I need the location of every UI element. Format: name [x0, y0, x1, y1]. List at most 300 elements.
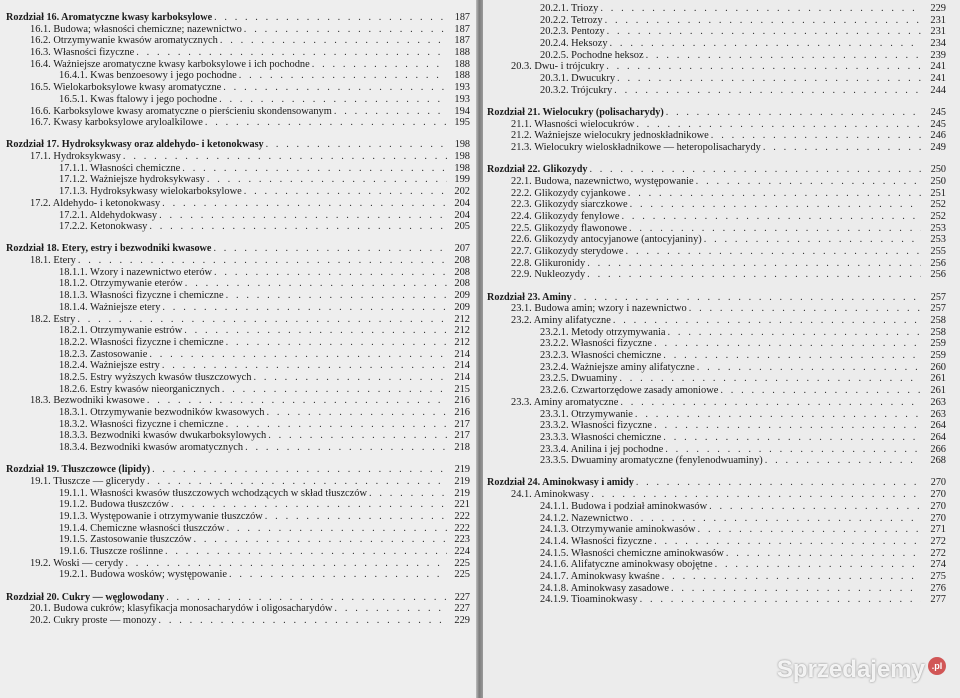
toc-page-number: 263	[930, 396, 946, 408]
toc-entry-title: Rozdział 20. Cukry — węglowodany	[6, 591, 165, 603]
toc-entry	[487, 315, 946, 327]
toc-page-number: 245	[930, 107, 946, 118]
dot-leader	[696, 176, 921, 188]
toc-entry	[487, 176, 946, 188]
toc-entry	[6, 407, 470, 419]
toc-entry-title: 16.2. Otrzymywanie kwasów aromatycznych	[30, 35, 218, 47]
dot-leader	[226, 337, 447, 349]
toc-entry-title: 20.3.1. Dwucukry	[540, 73, 616, 85]
toc-entry	[487, 373, 946, 385]
toc-page-number: 244	[930, 84, 946, 96]
toc-entry-title: 16.5. Wielokarboksylowe kwasy aromatyczne	[30, 82, 222, 94]
toc-chapter-entry	[487, 164, 946, 176]
toc-entry-title: Rozdział 24. Aminokwasy i amidy	[487, 477, 634, 489]
dot-leader	[630, 513, 921, 525]
toc-page-number: 252	[930, 211, 946, 222]
toc-entry	[487, 327, 946, 339]
dot-leader	[646, 50, 921, 62]
toc-page-number: 216	[454, 407, 470, 418]
toc-page-number: 256	[930, 269, 946, 281]
toc-entry	[6, 499, 470, 511]
toc-entry	[487, 548, 946, 560]
toc-page-number: 194	[454, 105, 470, 117]
toc-entry	[6, 163, 470, 175]
toc-entry-title: 23.3.1. Otrzymywanie	[540, 408, 633, 420]
dot-leader	[265, 511, 447, 523]
toc-page-number: 225	[454, 557, 470, 569]
toc-entry	[6, 569, 470, 581]
toc-page-number: 268	[930, 455, 946, 467]
toc-page-number: 257	[930, 291, 946, 303]
toc-entry	[6, 442, 470, 454]
toc-entry-title: 18.2.4. Ważniejsze estry	[59, 360, 160, 372]
toc-entry	[487, 444, 946, 456]
toc-entry	[487, 594, 946, 606]
toc-entry-title: 19.1.1. Własności kwasów tłuszczowych wchodzących w skład tłuszczów	[59, 487, 367, 499]
toc-entry-title: 16.1. Budowa; własności chemiczne; nazewnictwo	[30, 23, 242, 35]
dot-leader	[219, 94, 447, 106]
watermark-domain-badge: .pl	[928, 657, 946, 675]
toc-page-number: 276	[930, 582, 946, 594]
toc-page-number: 253	[930, 234, 946, 246]
toc-entry-title: 21.2. Ważniejsze wielocukry jednoskładnikowe	[511, 130, 709, 142]
toc-entry-title: 18.1.2. Otrzymywanie eterów	[59, 278, 183, 290]
dot-leader	[159, 210, 447, 222]
dot-leader	[266, 407, 447, 419]
toc-entry-title: 16.6. Karboksylowe kwasy aromatyczne o pierścieniu skondensowanym	[30, 105, 332, 117]
toc-entry	[487, 199, 946, 211]
dot-leader	[613, 315, 921, 327]
toc-page-number: 251	[930, 187, 946, 199]
toc-entry	[487, 409, 946, 421]
toc-entry	[6, 488, 470, 500]
toc-entry-title: 23.2.4. Ważniejsze aminy alifatyczne	[540, 361, 695, 373]
toc-page-number: 270	[930, 512, 946, 524]
dot-leader	[184, 325, 447, 337]
toc-entry-title: 21.3. Wielocukry wieloskładnikowe — heteropolisacharydy	[511, 142, 761, 154]
toc-page-number: 275	[930, 570, 946, 582]
dot-leader	[715, 559, 921, 571]
toc-entry-title: 19.2. Woski — cerydy	[30, 557, 124, 569]
dot-leader	[636, 119, 921, 131]
dot-leader	[369, 488, 447, 500]
toc-entry-title: Rozdział 19. Tłuszczowce (lipidy)	[6, 464, 151, 476]
toc-entry	[6, 558, 470, 570]
toc-entry	[6, 117, 470, 129]
toc-entry-title: 20.2. Cukry proste — monozy	[30, 615, 157, 626]
dot-leader	[334, 106, 447, 118]
toc-entry-title: 18.3.1. Otrzymywanie bezwodników kwasowych	[59, 407, 265, 418]
toc-entry-title: 19.1.3. Występowanie i otrzymywanie tłuszczów	[59, 511, 263, 522]
toc-entry-title: 23.3.2. Własności fizyczne	[540, 420, 653, 432]
dot-leader	[222, 384, 447, 396]
toc-entry-title: 18.1. Etery	[30, 255, 76, 267]
toc-page-number: 258	[930, 326, 946, 338]
toc-page-number: 231	[930, 14, 946, 26]
dot-leader	[312, 59, 447, 71]
toc-page-number: 209	[454, 290, 470, 302]
dot-leader	[666, 107, 921, 119]
toc-entry-title: 17.1.1. Własności chemiczne	[59, 162, 181, 174]
toc-page-number: 252	[930, 199, 946, 211]
dot-leader	[587, 258, 921, 270]
toc-chapter-entry	[6, 464, 470, 476]
toc-entry	[6, 419, 470, 431]
dot-leader	[158, 615, 447, 627]
toc-entry-title: 18.2.3. Zastosowanie	[59, 348, 148, 360]
dot-leader	[239, 70, 447, 82]
toc-page-number: 188	[454, 70, 470, 82]
dot-leader	[622, 211, 921, 223]
dot-leader	[266, 139, 447, 151]
toc-entry	[487, 489, 946, 501]
toc-entry	[487, 223, 946, 235]
toc-page-number: 229	[930, 3, 946, 14]
toc-entry-title: 21.1. Własności wielocukrów	[511, 118, 635, 130]
toc-page-number: 271	[930, 524, 946, 536]
toc-entry	[6, 523, 470, 535]
toc-entry-title: 24.1.5. Własności chemiczne aminokwasów	[540, 547, 724, 559]
dot-leader	[227, 523, 447, 535]
toc-entry-title: 19.1.4. Chemiczne własności tłuszczów	[59, 522, 225, 534]
toc-entry-title: 18.3.3. Bezwodniki kwasów dwukarboksylowych	[59, 430, 267, 442]
toc-page-number: 250	[930, 164, 946, 176]
toc-page-number: 219	[454, 464, 470, 476]
toc-entry-title: 19.2.1. Budowa wosków; występowanie	[59, 569, 227, 581]
toc-entry	[6, 546, 470, 558]
toc-entry-title: 18.3.2. Własności fizyczne i chemiczne	[59, 418, 224, 430]
toc-entry	[487, 142, 946, 154]
toc-page-number: 214	[454, 348, 470, 360]
toc-page-number: 263	[930, 408, 946, 420]
dot-leader	[213, 243, 447, 255]
dot-leader	[77, 314, 447, 326]
dot-leader	[253, 372, 447, 384]
dot-leader	[726, 548, 921, 560]
toc-right	[487, 3, 946, 606]
dot-leader	[220, 35, 447, 47]
dot-leader	[629, 223, 921, 235]
toc-entry-title: 20.3.2. Trójcukry	[540, 84, 613, 96]
toc-entry-title: 18.3.4. Bezwodniki kwasów aromatycznych	[59, 442, 244, 454]
dot-leader	[162, 198, 447, 210]
toc-entry-title: 23.2.2. Własności fizyczne	[540, 338, 653, 350]
toc-chapter-entry	[6, 243, 470, 255]
dot-leader	[147, 395, 447, 407]
toc-entry	[487, 338, 946, 350]
toc-entry-title: 20.2.3. Pentozy	[540, 26, 605, 38]
dot-leader	[619, 373, 921, 385]
toc-page-number: 208	[454, 278, 470, 290]
toc-entry	[487, 85, 946, 97]
toc-entry	[487, 501, 946, 513]
toc-entry-title: 23.2.5. Dwuaminy	[540, 373, 618, 385]
toc-page-number: 272	[930, 535, 946, 547]
toc-entry-title: 19.1.2. Budowa tłuszczów	[59, 499, 169, 511]
toc-page-number: 188	[454, 58, 470, 70]
toc-entry	[6, 302, 470, 314]
toc-page-number: 227	[454, 603, 470, 615]
toc-page-number: 187	[454, 35, 470, 47]
toc-page-number: 241	[930, 73, 946, 85]
toc-page-number: 261	[930, 385, 946, 397]
toc-entry-title: 22.7. Glikozydy sterydowe	[511, 246, 624, 258]
toc-entry-title: 24.1.7. Aminokwasy kwaśne	[540, 570, 660, 582]
toc-page-number: 270	[930, 477, 946, 489]
toc-page-number: 208	[454, 266, 470, 278]
toc-page-number: 250	[930, 175, 946, 187]
dot-leader	[720, 385, 921, 397]
toc-entry-title: Rozdział 23. Aminy	[487, 291, 572, 303]
toc-entry	[487, 234, 946, 246]
dot-leader	[182, 163, 447, 175]
dot-leader	[606, 61, 921, 73]
dot-leader	[620, 397, 921, 409]
toc-entry	[487, 119, 946, 131]
toc-entry	[487, 513, 946, 525]
toc-page-number: 264	[930, 431, 946, 443]
toc-entry-title: 16.7. Kwasy karboksylowe aryloalkilowe	[30, 117, 203, 129]
toc-entry-title: 24.1.2. Nazewnictwo	[540, 512, 629, 524]
toc-entry-title: Rozdział 18. Etery, estry i bezwodniki kwasowe	[6, 243, 212, 255]
toc-entry-title: 18.2.2. Własności fizyczne i chemiczne	[59, 336, 224, 348]
toc-entry	[6, 290, 470, 302]
toc-entry-title: 18.1.4. Ważniejsze etery	[59, 301, 161, 313]
toc-page-number: 195	[454, 117, 470, 129]
dot-leader	[635, 409, 921, 421]
toc-entry	[6, 267, 470, 279]
toc-entry	[487, 571, 946, 583]
toc-entry	[487, 130, 946, 142]
dot-leader	[626, 246, 921, 258]
dot-leader	[709, 501, 921, 513]
dot-leader	[607, 26, 921, 38]
toc-entry-title: 23.3.4. Anilina i jej pochodne	[540, 443, 664, 455]
toc-entry-title: 18.3. Bezwodniki kwasowe	[30, 395, 145, 407]
dot-leader	[149, 221, 447, 233]
toc-entry-title: 24.1. Aminokwasy	[511, 489, 590, 501]
toc-page-number: 222	[454, 511, 470, 522]
toc-entry-title: 16.4. Ważniejsze aromatyczne kwasy karboksylowe i ich pochodne	[30, 58, 310, 70]
toc-chapter-entry	[487, 477, 946, 489]
toc-page-number: 215	[454, 383, 470, 395]
toc-entry	[6, 430, 470, 442]
dot-leader	[662, 571, 921, 583]
toc-entry-title: 16.5.1. Kwas ftalowy i jego pochodne	[59, 93, 218, 105]
dot-leader	[229, 569, 447, 581]
toc-page-number: 274	[930, 559, 946, 571]
toc-page-number: 259	[930, 350, 946, 362]
toc-entry-title: 24.1.6. Alifatyczne aminokwasy obojętne	[540, 559, 713, 571]
toc-entry	[6, 476, 470, 488]
toc-page-number: 204	[454, 197, 470, 209]
toc-page-number: 217	[454, 430, 470, 442]
toc-entry	[487, 246, 946, 258]
dot-leader	[617, 73, 921, 85]
toc-entry-title: 20.2.1. Triozy	[540, 3, 599, 14]
toc-entry-title: 23.3. Aminy aromatyczne	[511, 396, 619, 408]
dot-leader	[663, 350, 921, 362]
toc-entry	[6, 174, 470, 186]
dot-leader	[268, 430, 447, 442]
toc-entry-title: 23.3.3. Własności chemiczne	[540, 431, 662, 443]
toc-page-number: 193	[454, 82, 470, 94]
toc-entry	[6, 278, 470, 290]
toc-entry-title: 22.2. Glikozydy cyjankowe	[511, 187, 626, 199]
toc-entry	[487, 258, 946, 270]
toc-entry-title: 18.2.6. Estry kwasów nieorganicznych	[59, 383, 220, 395]
dot-leader	[162, 302, 447, 314]
toc-entry	[6, 198, 470, 210]
dot-leader	[636, 477, 921, 489]
toc-entry-title: 17.2.2. Ketonokwasy	[59, 221, 148, 233]
toc-page-number: 198	[454, 151, 470, 163]
toc-chapter-entry	[6, 592, 470, 604]
dot-leader	[185, 278, 447, 290]
toc-entry	[6, 395, 470, 407]
toc-page-number: 239	[930, 49, 946, 61]
dot-leader	[704, 234, 921, 246]
toc-entry-title: 17.2. Aldehydo- i ketonokwasy	[30, 197, 161, 209]
toc-page-number: 231	[930, 26, 946, 38]
toc-entry	[6, 210, 470, 222]
dot-leader	[205, 117, 447, 129]
toc-entry	[487, 420, 946, 432]
dot-leader	[614, 85, 921, 97]
toc-page-number: 218	[454, 442, 470, 454]
toc-entry-title: 18.2.5. Estry wyższych kwasów tłuszczowych	[59, 371, 252, 383]
dot-leader	[765, 455, 921, 467]
toc-page-number: 224	[454, 546, 470, 558]
toc-entry	[487, 350, 946, 362]
toc-chapter-entry	[487, 107, 946, 119]
toc-entry	[487, 455, 946, 467]
toc-entry-title: Rozdział 21. Wielocukry (polisacharydy)	[487, 107, 664, 118]
toc-left	[6, 12, 470, 627]
toc-entry	[6, 255, 470, 267]
toc-entry	[487, 583, 946, 595]
toc-page-number: 219	[454, 475, 470, 487]
toc-page-number: 198	[454, 139, 470, 151]
dot-leader	[671, 583, 921, 595]
toc-entry	[487, 73, 946, 85]
toc-chapter-entry	[487, 292, 946, 304]
toc-entry-title: 20.1. Budowa cukrów; klasyfikacja monosacharydów i oligosacharydów	[30, 603, 333, 615]
dot-leader	[244, 186, 447, 198]
dot-leader	[591, 489, 921, 501]
toc-entry	[6, 325, 470, 337]
toc-entry-title: 23.2.1. Metody otrzymywania	[540, 326, 666, 338]
toc-entry-title: 18.2.1. Otrzymywanie estrów	[59, 325, 183, 337]
right-page	[483, 0, 960, 698]
toc-entry-title: 24.1.3. Otrzymywanie aminokwasów	[540, 524, 696, 536]
dot-leader	[226, 290, 447, 302]
toc-entry-title: 23.2.3. Własności chemiczne	[540, 350, 662, 362]
dot-leader	[587, 269, 921, 281]
toc-page-number: 199	[454, 174, 470, 186]
toc-entry	[6, 511, 470, 523]
toc-entry	[6, 35, 470, 47]
toc-entry	[487, 397, 946, 409]
toc-entry-title: Rozdział 22. Glikozydy	[487, 164, 588, 176]
toc-entry-title: 17.1.2. Ważniejsze hydroksykwasy	[59, 174, 205, 186]
toc-page-number: 202	[454, 186, 470, 198]
toc-page-number: 258	[930, 315, 946, 326]
dot-leader	[223, 82, 447, 94]
toc-entry-title: 23.1. Budowa amin; wzory i nazewnictwo	[511, 303, 687, 315]
toc-page-number: 193	[454, 93, 470, 105]
toc-entry	[487, 432, 946, 444]
toc-entry-title: 24.1.4. Własności fizyczne	[540, 535, 653, 547]
dot-leader	[640, 594, 921, 606]
toc-entry	[487, 26, 946, 38]
dot-leader	[689, 303, 921, 315]
toc-page-number: 261	[930, 373, 946, 385]
toc-page-number: 204	[454, 209, 470, 221]
toc-entry	[487, 211, 946, 223]
dot-leader	[171, 499, 447, 511]
toc-page-number: 259	[930, 338, 946, 350]
toc-page-number: 256	[930, 257, 946, 269]
toc-entry-title: 17.1.3. Hydroksykwasy wielokarboksylowe	[59, 186, 242, 198]
toc-entry-title: 19.1.6. Tłuszcze roślinne	[59, 546, 163, 558]
toc-page-number: 214	[454, 371, 470, 383]
toc-entry	[6, 82, 470, 94]
dot-leader	[334, 603, 447, 615]
toc-entry	[6, 615, 470, 627]
toc-entry-title: 18.1.3. Własności fizyczne i chemiczne	[59, 290, 224, 302]
book-gutter	[476, 0, 483, 698]
dot-leader	[605, 15, 921, 27]
toc-entry-title: 19.1. Tłuszcze — glicerydy	[30, 475, 145, 487]
toc-entry	[6, 534, 470, 546]
toc-entry	[487, 269, 946, 281]
dot-leader	[78, 255, 447, 267]
toc-page-number: 223	[454, 534, 470, 546]
dot-leader	[123, 151, 447, 163]
dot-leader	[698, 524, 921, 536]
toc-entry	[6, 349, 470, 361]
dot-leader	[125, 558, 447, 570]
dot-leader	[162, 360, 447, 372]
toc-page-number: 255	[930, 246, 946, 258]
dot-leader	[244, 24, 447, 36]
toc-entry	[6, 106, 470, 118]
watermark-text: Sprzedajemy	[776, 656, 925, 683]
toc-entry	[6, 59, 470, 71]
toc-page-number: 198	[454, 162, 470, 174]
toc-page-number: 209	[454, 301, 470, 313]
toc-page-number: 272	[930, 547, 946, 559]
toc-entry-title: 16.4.1. Kwas benzoesowy i jego pochodne	[59, 70, 237, 82]
toc-page-number: 234	[930, 38, 946, 50]
dot-leader	[152, 464, 447, 476]
dot-leader	[207, 174, 447, 186]
toc-page-number: 205	[454, 221, 470, 233]
toc-page-number: 222	[454, 522, 470, 534]
toc-entry	[487, 559, 946, 571]
toc-entry-title: 22.8. Glikuronidy	[511, 257, 586, 269]
dot-leader	[214, 267, 447, 279]
toc-page-number: 270	[930, 500, 946, 512]
toc-page-number: 188	[454, 47, 470, 59]
toc-entry-title: 24.1.1. Budowa i podział aminokwasów	[540, 500, 708, 512]
toc-page-number: 229	[454, 615, 470, 626]
toc-page-number: 257	[930, 303, 946, 315]
toc-entry	[6, 221, 470, 233]
toc-entry	[6, 372, 470, 384]
dot-leader	[665, 444, 921, 456]
